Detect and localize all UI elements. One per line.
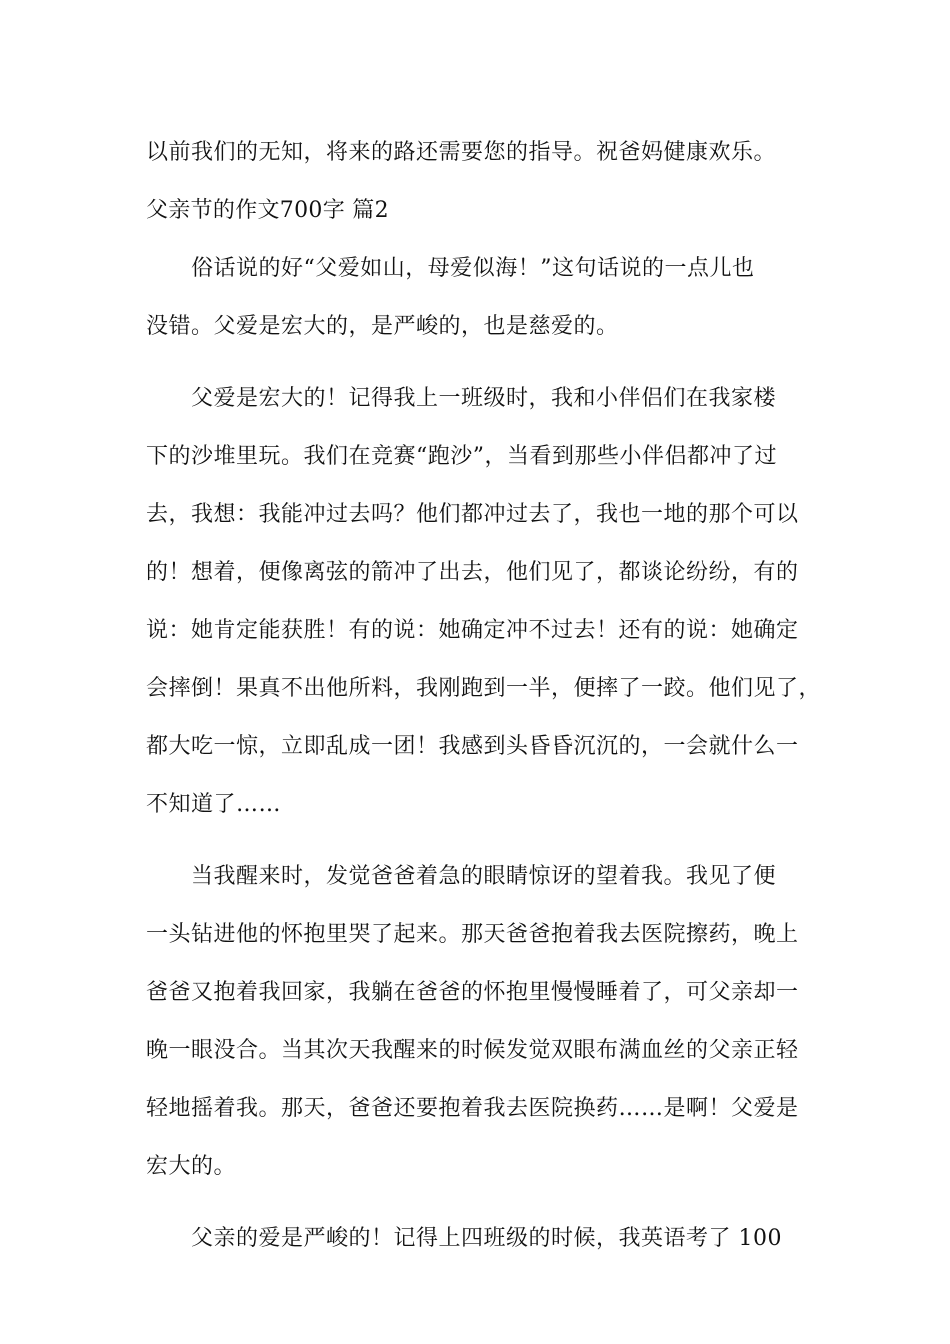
paragraph-gap [146, 356, 816, 370]
text-line: 父亲的爱是严峻的！记得上四班级的时候，我英语考了 100 [146, 1226, 782, 1251]
paragraph-gap [146, 834, 816, 848]
text-line: 以前我们的无知，将来的路还需要您的指导。祝爸妈健康欢乐。 [146, 140, 777, 165]
text-line: 会摔倒！果真不出他所料，我刚跑到一半，便摔了一跤。他们见了， [146, 676, 822, 701]
text-line: 的！想着，便像离弦的箭冲了出去，他们见了，都谈论纷纷，有的 [146, 560, 799, 585]
text-line: 轻地摇着我。那天，爸爸还要抱着我去医院换药……是啊！父爱是 [146, 1096, 799, 1121]
text-line: 俗话说的好“父爱如山，母爱似海！”这句话说的一点儿也 [146, 256, 755, 281]
text-line: 都大吃一惊，立即乱成一团！我感到头昏昏沉沉的，一会就什么一 [146, 734, 799, 759]
document-body [146, 124, 822, 1268]
text-line: 晚一眼没合。当其次天我醒来的时候发觉双眼布满血丝的父亲正轻 [146, 1038, 799, 1063]
text-line: 去，我想：我能冲过去吗？他们都冲过去了，我也一地的那个可以 [146, 502, 799, 527]
text-line: 爸爸又抱着我回家，我躺在爸爸的怀抱里慢慢睡着了，可父亲却一 [146, 980, 799, 1005]
text-line: 没错。父爱是宏大的，是严峻的，也是慈爱的。 [146, 314, 619, 339]
text-line: 不知道了…… [146, 792, 282, 817]
paragraph-gap [146, 1196, 816, 1210]
text-line: 宏大的。 [146, 1154, 237, 1179]
text-line: 当我醒来时，发觉爸爸着急的眼睛惊讶的望着我。我见了便 [146, 864, 777, 889]
section-heading: 父亲节的作文700字 篇2 [146, 198, 389, 223]
text-line: 一头钻进他的怀抱里哭了起来。那天爸爸抱着我去医院擦药，晚上 [146, 922, 799, 947]
text-line: 下的沙堆里玩。我们在竞赛“跑沙”，当看到那些小伴侣都冲了过 [146, 444, 777, 469]
text-line: 父爱是宏大的！记得我上一班级时，我和小伴侣们在我家楼 [146, 386, 777, 411]
text-line: 说：她肯定能获胜！有的说：她确定冲不过去！还有的说：她确定 [146, 618, 799, 643]
